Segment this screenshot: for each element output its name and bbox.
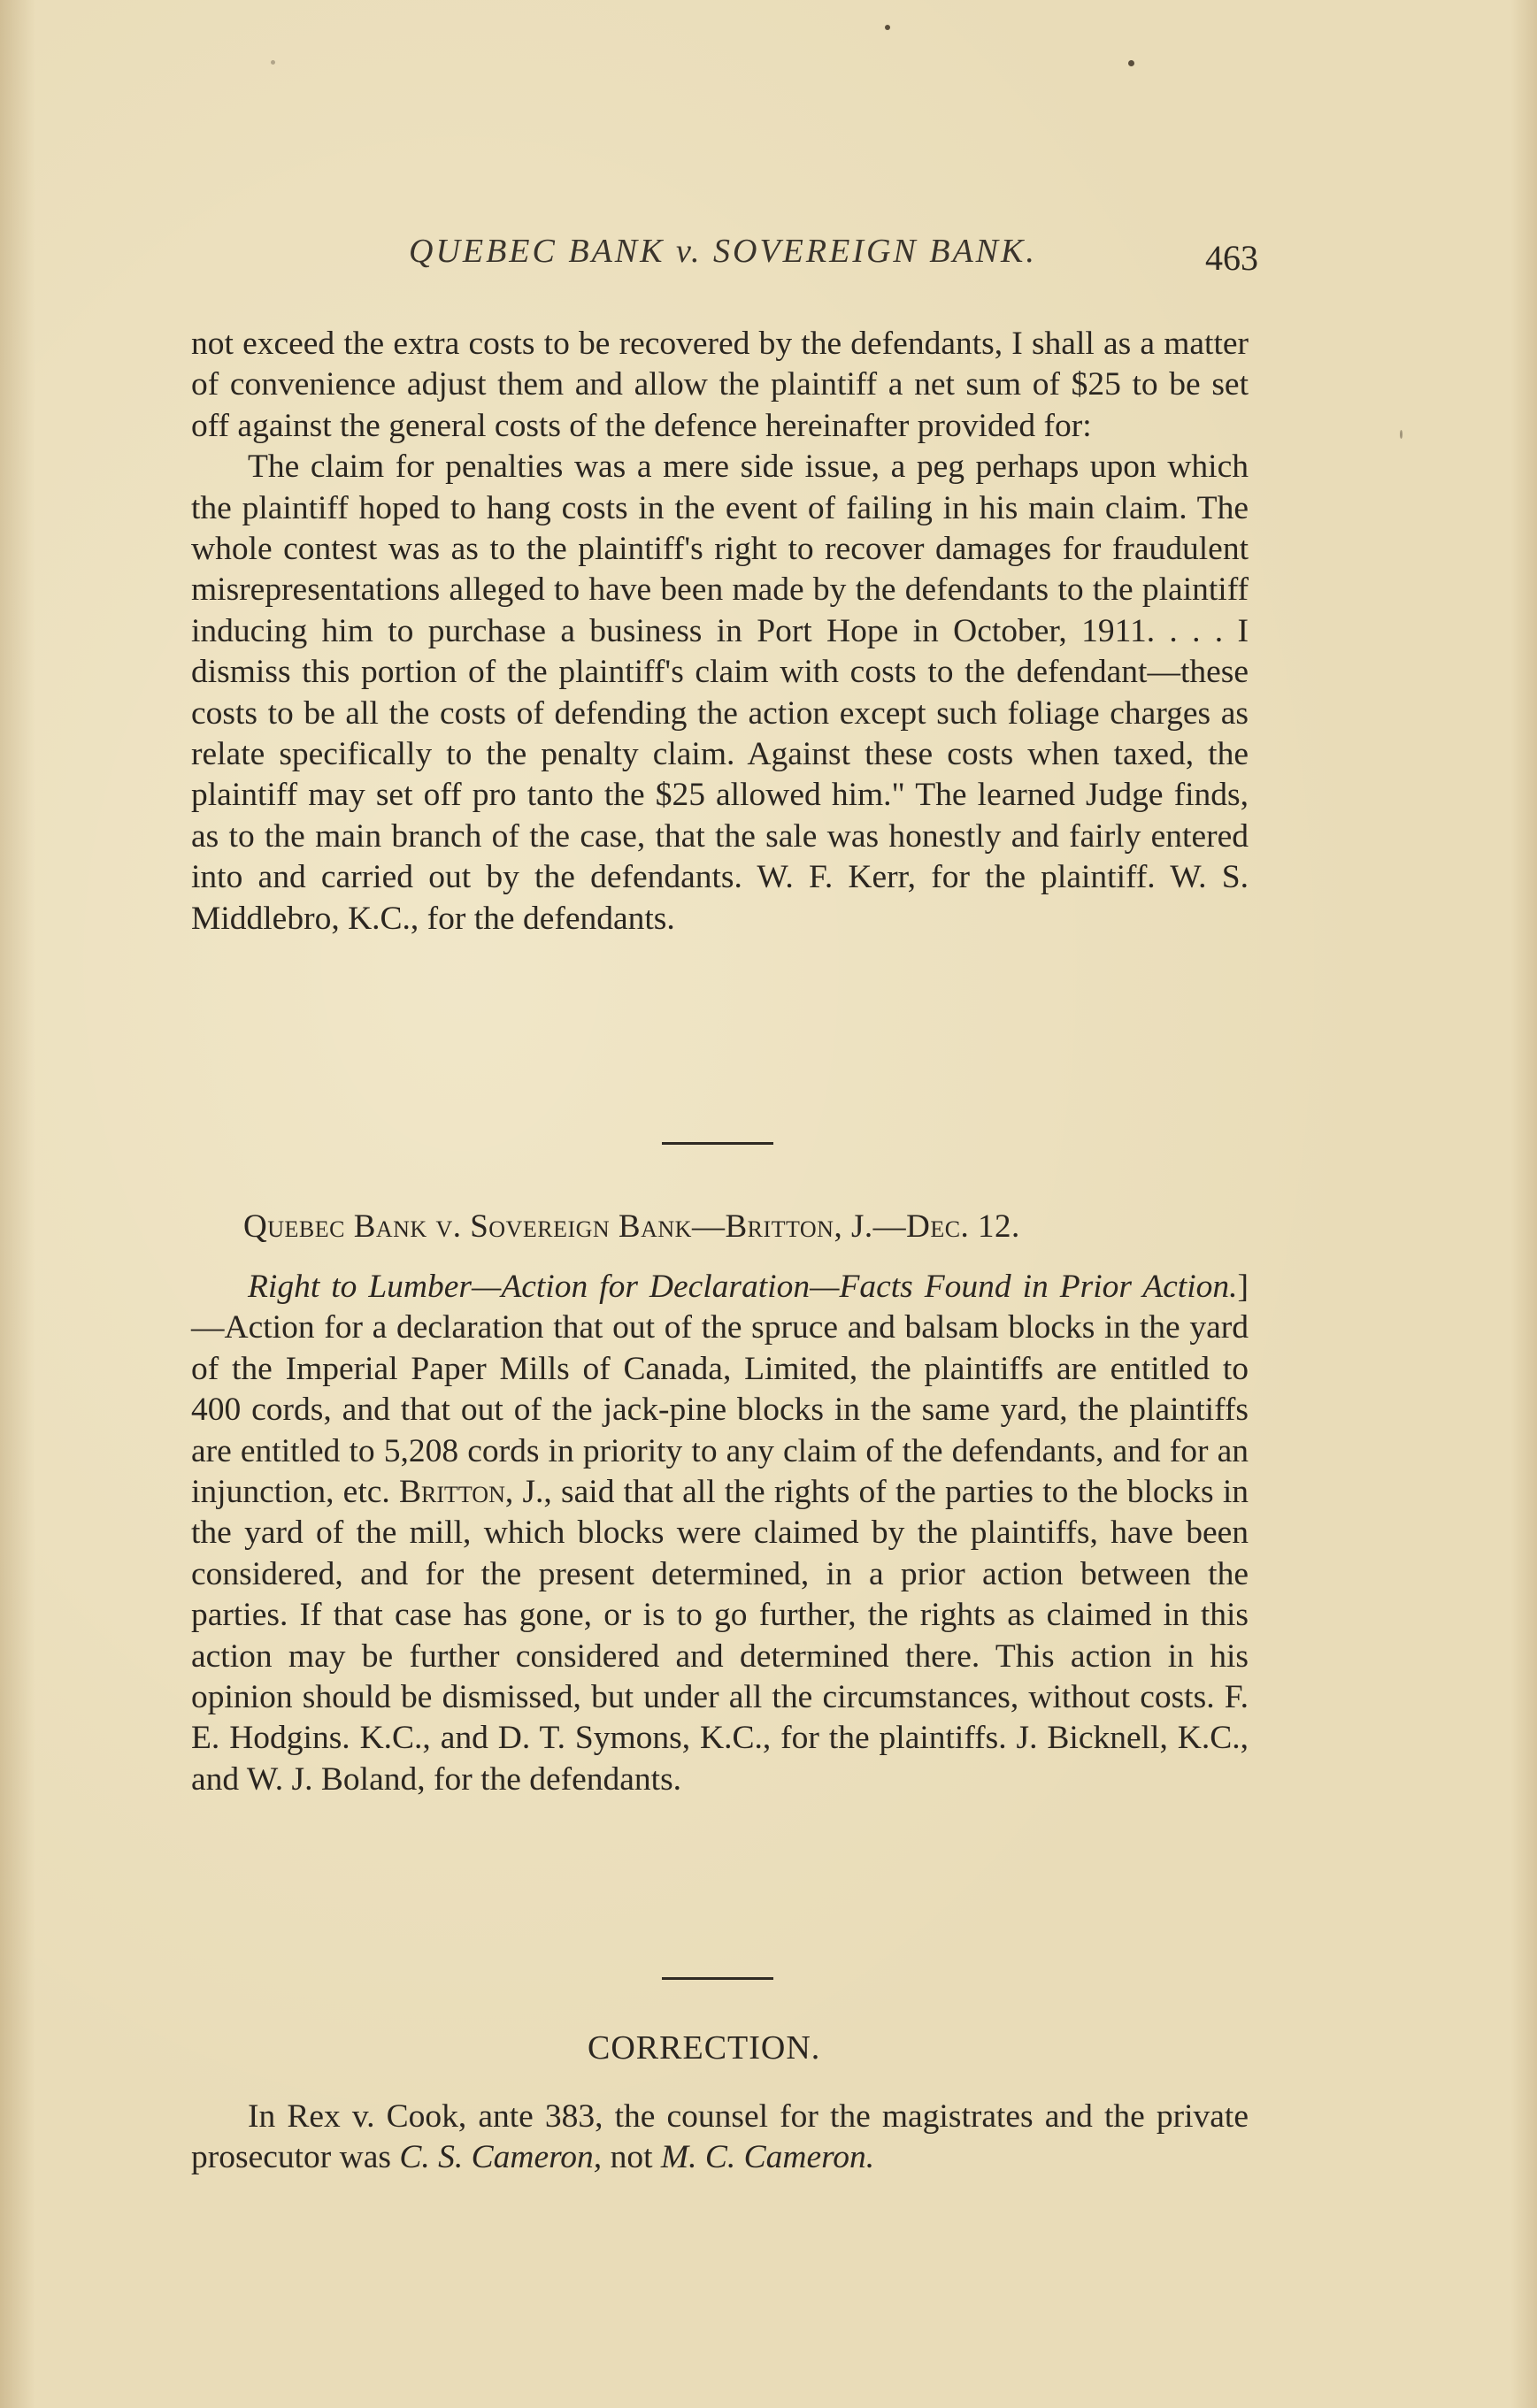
case-text-part-2: , J., said that all the rights of the parties to the blocks in the yard of the mill, which blocks were claimed by the plaintiffs, have been considered, and for the present determined, in a prior action between the parties. If that case has gone, or is to go further, the rights as claimed in this action may be further considered and determined there. This action in his opinion should be dismissed, but under all the circumstances, without costs. F. E. Hodgins. K.C., and D. T. Symons, K.C., for the plaintiffs. J. Bicknell, K.C., and W. J. Boland, for the defendants. bbox=[191, 1474, 1249, 1798]
paragraph-costs bbox=[191, 324, 1249, 939]
paper-speck bbox=[885, 25, 890, 30]
paragraph-penalties: The claim for penalties was a mere side issue, a peg perhaps upon which the plaintiff hoped to hang costs in the event of failing in his main claim. The whole contest was as to the plaintiff's right to recover damages for fraudulent misrepresentations alleged to have been made by the defendants to the plaintiff inducing him to purchase a business in Port Hope in October, 1911. . . . I dismiss this portion of the plaintiff's claim with costs to the defendant—these costs to be all the costs of defending the action except such foliage charges as relate specifically to the penalty claim. Against these costs when taxed, the plaintiff may set off pro tanto the $25 allowed him." The learned Judge finds, as to the main branch of the case, that the sale was honestly and fairly entered into and carried out by the defendants. W. F. Kerr, for the plaintiff. W. S. Middlebro, K.C., for the defendants. bbox=[191, 449, 1249, 937]
paragraph-line-continuation: not exceed the extra costs to be recovered by the defendants, I shall as a matter of convenience adjust them and allow the plaintiff a net sum of $25 to be set off against the general costs of the defence hereinafter provided for: bbox=[191, 326, 1249, 444]
case-judge-date: —Britton, J.—Dec. 12. bbox=[691, 1208, 1020, 1245]
headnote-lead: Right to Lumber—Action for Declaration—Facts Found in Prior Action. bbox=[248, 1269, 1238, 1305]
paper-speck bbox=[271, 60, 275, 65]
case-text-part-1: ]—Action for a declaration that out of the spruce and balsam blocks in the yard of the Imperial Paper Mills of Canada, Limited, the plaintiffs are entitled to 400 cords, and that out of the jack-pine blocks in the same yard, the plaintiffs are entitled to 5,208 cords in priority to any claim of the defendants, and for an injunction, etc. bbox=[191, 1269, 1249, 1511]
correction-title: CORRECTION. bbox=[588, 2029, 821, 2067]
correction-text-2: not bbox=[602, 2139, 661, 2176]
paper-speck bbox=[1400, 430, 1403, 439]
paper-speck bbox=[1128, 60, 1134, 66]
running-head: QUEBEC BANK v. SOVEREIGN BANK. bbox=[409, 233, 1037, 270]
case-summary-paragraph bbox=[191, 1267, 1249, 1800]
case-heading bbox=[243, 1208, 1234, 1246]
correction-text-1: In Rex v. Cook, ante 383, the counsel for the magistrates and the private prosecutor was bbox=[191, 2098, 1249, 2176]
incorrect-counsel-name: M. C. Cameron. bbox=[660, 2139, 875, 2176]
case-parties: Quebec Bank v. Sovereign Bank bbox=[243, 1208, 692, 1245]
section-divider bbox=[662, 1142, 773, 1145]
judge-name: Britton bbox=[399, 1474, 505, 1511]
correction-paragraph bbox=[191, 2097, 1249, 2179]
section-divider bbox=[662, 1977, 773, 1980]
correct-counsel-name: C. S. Cameron, bbox=[399, 2139, 603, 2176]
page-number: 463 bbox=[1205, 238, 1258, 278]
